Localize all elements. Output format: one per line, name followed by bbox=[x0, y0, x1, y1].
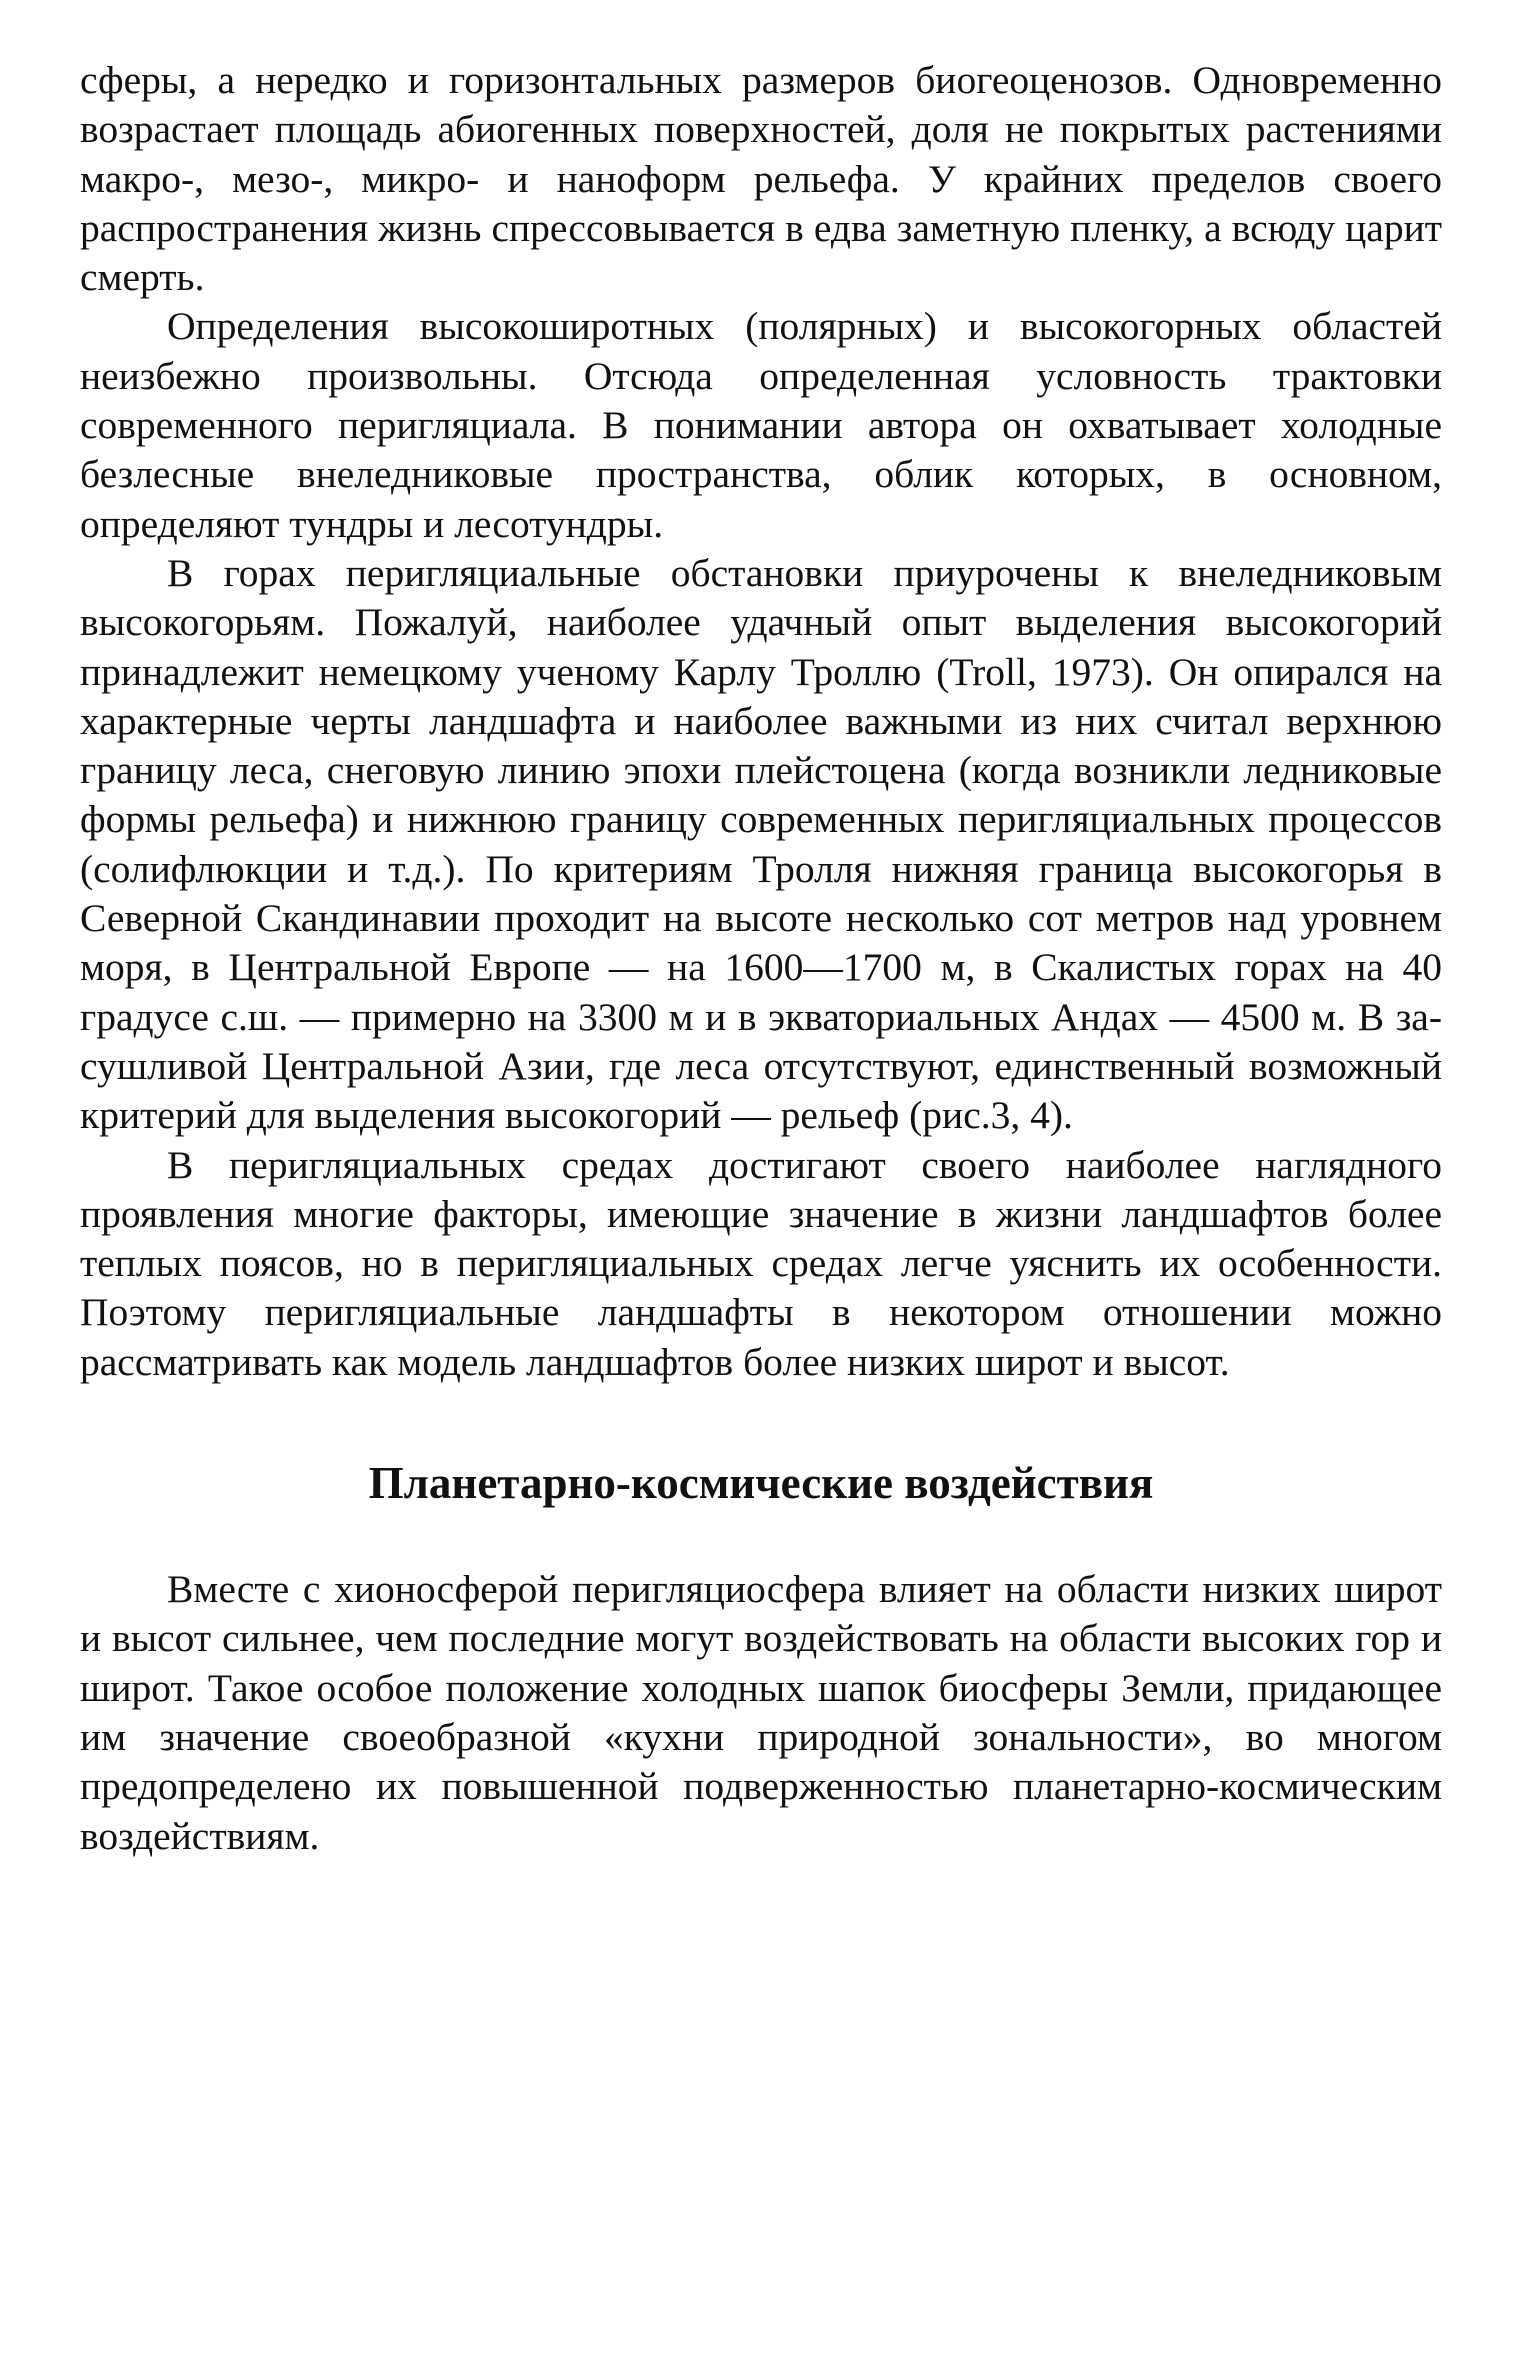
section-heading: Планетарно-космические воздействия bbox=[368, 1458, 1154, 1509]
paragraph-5: Вместе с хионосферой перигляциосфера влияет на области низких широт и высот сильнее, чем последние могут воздействовать на области высоких гор и широт. Такое особое положение холодных шапок биосферы Земли, придающее им значение своеобразной «кухни природной зональности», во многом предопределено их повышенной подверженностью планетарно-космическим воздействиям. bbox=[80, 1567, 1442, 1858]
paragraph-1: сферы, а нередко и горизонтальных размеров биогеоценозов. Одновременно возрастает площадь абиогенных поверхностей, доля не покрытых растениями макро-, мезо-, микро- и наноформ рельефа. У крайних пределов своего распространения жизнь спрессовывается в едва заметную пленку, а всюду царит смерть. bbox=[80, 58, 1442, 300]
page-body bbox=[80, 56, 1442, 1861]
paragraph-4: В перигляциальных средах достигают своего наиболее наглядного проявления многие факторы, имеющие значение в жизни ландшафтов более теплых поясов, но в перигляциальных средах легче уяснить их особенности. Поэтому перигляциальные ландшафты в некотором отношении можно рассматривать как модель ландшафтов более низких широт и высот. bbox=[80, 1142, 1442, 1384]
paragraph-2: Определения высокоширотных (полярных) и высокогорных областей неизбежно произвольны. Отсюда определенная условность трактовки современного перигляциала. В понимании автора он охватывает холодные безлесные внеледниковые пространства, облик которых, в основном, определяют тундры и лесотундры. bbox=[80, 304, 1442, 546]
paragraph-3: В горах перигляциальные обстановки приурочены к внеледниковым высокогорьям. Пожалуй, наиболее удачный опыт выделения высокогорий принадлежит немецкому ученому Карлу Троллю (Troll, 1973). Он опирался на характерные черты ландшафта и наиболее важными из них считал верхнюю границу леса, снеговую линию эпохи плейстоцена (когда возникли ледниковые формы рельефа) и нижнюю границу современных перигляциальных процессов (солифлюкции и т.д.). По критериям Тролля нижняя граница высокогорья в Северной Скандинавии проходит на высоте несколько сот метров над уровнем моря, в Центральной Европе — на 1600—1700 м, в Скалистых горах на 40 градусе с.ш. — примерно на 3300 м и в экваториальных Андах — 4500 м. В засушливой Центральной Азии, где леса отсутствуют, единственный возможный критерий для выделения высокогорий — рельеф (рис.3, 4). bbox=[80, 550, 1442, 1138]
